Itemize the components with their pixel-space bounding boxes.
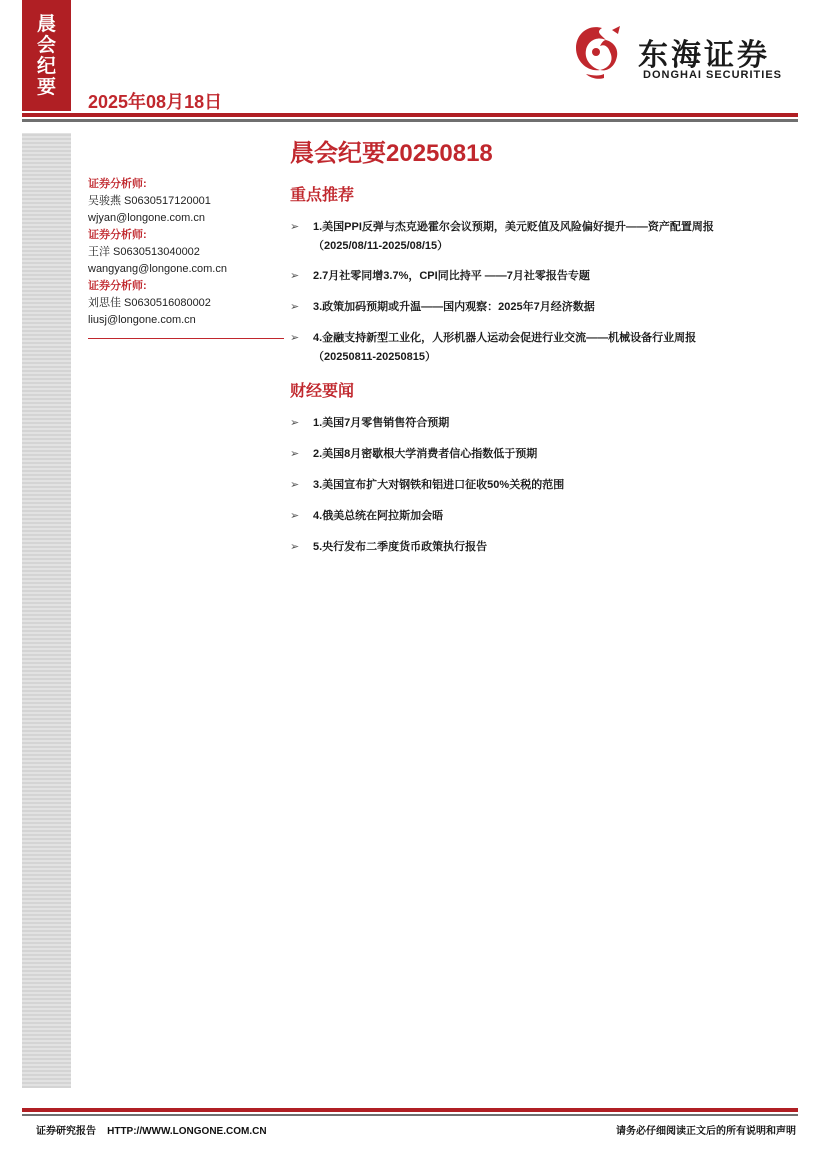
side-label-tab — [22, 0, 71, 111]
arrow-bullet-icon: ➢ — [290, 510, 300, 522]
arrow-bullet-icon: ➢ — [290, 332, 300, 344]
analyst-email[interactable]: wjyan@longone.com.cn — [88, 212, 205, 224]
logo-chinese-text: 东海证券 — [638, 39, 770, 72]
arrow-bullet-icon: ➢ — [290, 479, 300, 491]
section-title-news: 财经要闻 — [290, 383, 355, 400]
left-sidebar-band — [22, 133, 71, 1088]
item-line: 5.央行发布二季度货币政策执行报告 — [313, 541, 488, 553]
item-line: 1.美国7月零售销售符合预期 — [313, 417, 450, 429]
analyst-divider — [88, 338, 284, 339]
list-item[interactable] — [290, 476, 800, 495]
analyst-entry — [88, 227, 288, 278]
analyst-name-id: 刘思佳 S0630516080002 — [88, 297, 211, 309]
arrow-bullet-icon: ➢ — [290, 417, 300, 429]
arrow-bullet-icon: ➢ — [290, 301, 300, 313]
item-line: 3.政策加码预期或升温——国内观察：2025年7月经济数据 — [313, 301, 595, 313]
company-logo — [568, 22, 798, 84]
item-line: 2.美国8月密歇根大学消费者信心指数低于预期 — [313, 448, 538, 460]
list-item[interactable] — [290, 267, 800, 286]
list-item[interactable] — [290, 445, 800, 464]
analyst-label: 证券分析师: — [88, 229, 147, 241]
list-item[interactable] — [290, 414, 800, 433]
side-label-char: 要 — [36, 77, 56, 98]
footer-disclaimer: 请务必仔细阅读正文后的所有说明和声明 — [616, 1126, 796, 1137]
analyst-entry — [88, 176, 288, 227]
page-title: 晨会纪要20250818 — [290, 140, 493, 167]
analyst-list — [88, 176, 288, 329]
item-line: 2.7月社零同增3.7%，CPI同比持平 ——7月社零报告专题 — [313, 270, 590, 282]
list-item[interactable] — [290, 218, 800, 256]
header-rule-red — [22, 113, 798, 117]
section-title-recommend: 重点推荐 — [290, 187, 355, 204]
analyst-email[interactable]: liusj@longone.com.cn — [88, 314, 196, 326]
analyst-name-id: 王洋 S0630513040002 — [88, 246, 200, 258]
item-line: 4.金融支持新型工业化，人形机器人运动会促进行业交流——机械设备行业周报 — [313, 332, 697, 344]
report-date: 2025年08月18日 — [88, 92, 223, 112]
footer-left-text[interactable]: 证券研究报告 HTTP://WWW.LONGONE.COM.CN — [36, 1126, 267, 1137]
analyst-entry — [88, 278, 288, 329]
side-label-text — [22, 14, 71, 98]
analyst-label: 证券分析师: — [88, 280, 147, 292]
side-label-char: 会 — [36, 35, 56, 56]
item-line: 3.美国宣布扩大对钢铁和铝进口征收50%关税的范围 — [313, 479, 565, 491]
arrow-bullet-icon: ➢ — [290, 541, 300, 553]
footer-rule-red — [22, 1108, 798, 1112]
list-item[interactable] — [290, 507, 800, 526]
footer-rule-gray — [22, 1114, 798, 1116]
arrow-bullet-icon: ➢ — [290, 270, 300, 282]
item-line: 1.美国PPI反弹与杰克逊霍尔会议预期，美元贬值及风险偏好提升——资产配置周报 — [313, 221, 714, 233]
dragon-logo-icon — [568, 22, 630, 84]
item-line-2: （20250811-20250815） — [313, 351, 436, 363]
analyst-email[interactable]: wangyang@longone.com.cn — [88, 263, 227, 275]
item-line: 4.俄美总统在阿拉斯加会晤 — [313, 510, 444, 522]
side-label-char: 纪 — [36, 56, 56, 77]
side-label-char: 晨 — [36, 14, 56, 35]
list-item[interactable] — [290, 298, 800, 317]
list-item[interactable] — [290, 329, 800, 367]
item-line-2: （2025/08/11-2025/08/15） — [313, 240, 449, 252]
analyst-label: 证券分析师: — [88, 178, 147, 190]
logo-english-text: DONGHAI SECURITIES — [643, 69, 783, 81]
arrow-bullet-icon: ➢ — [290, 221, 300, 233]
analyst-name-id: 吴骏燕 S0630517120001 — [88, 195, 211, 207]
list-item[interactable] — [290, 538, 800, 557]
header-rule-gray — [22, 119, 798, 122]
arrow-bullet-icon: ➢ — [290, 448, 300, 460]
